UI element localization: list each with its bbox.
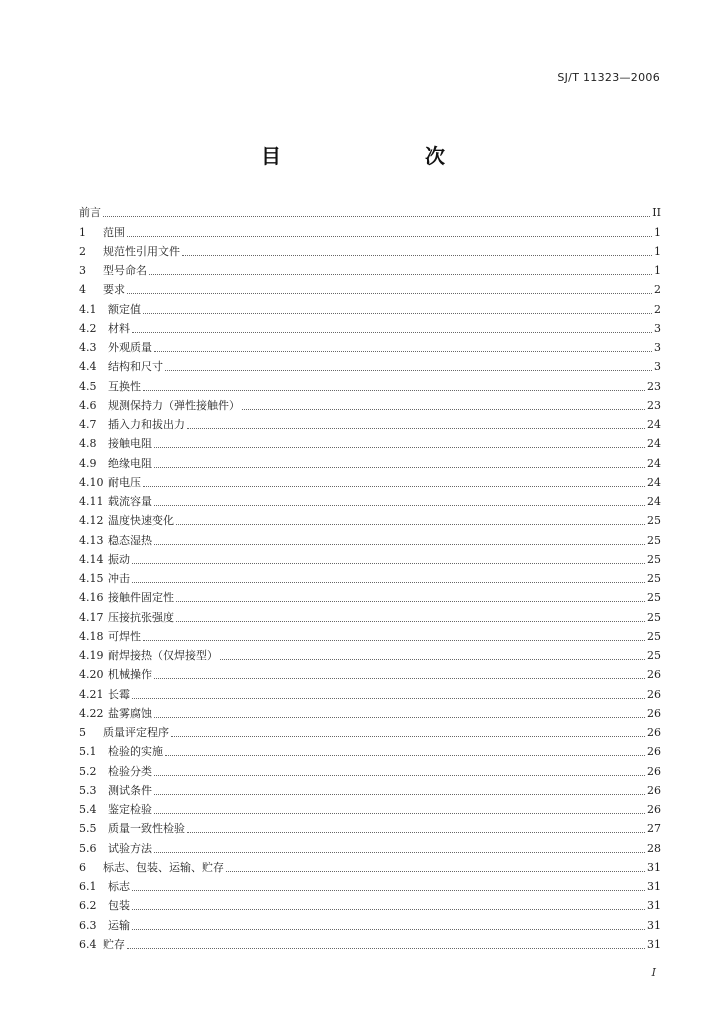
toc-entry[interactable]: [79, 354, 661, 373]
dot-leader: [154, 678, 645, 679]
toc-entry-page: 31: [647, 860, 661, 874]
toc-entry-number: 4.17: [79, 610, 104, 624]
toc-entry[interactable]: [79, 277, 661, 296]
toc-entry[interactable]: [79, 200, 661, 219]
toc-entry-label: 检验分类: [108, 764, 152, 778]
toc-entry-number: 6: [79, 860, 86, 874]
toc-entry[interactable]: [79, 489, 661, 508]
toc-entry-label: 额定值: [108, 302, 141, 316]
toc-entry-label: 载流容量: [108, 495, 152, 508]
toc-entry-label: 前言: [79, 206, 101, 220]
toc-entry[interactable]: [79, 585, 661, 604]
toc-entry-page: 25: [647, 610, 661, 624]
toc-entry[interactable]: [79, 431, 661, 450]
dot-leader: [187, 832, 645, 833]
toc-entry[interactable]: [79, 316, 661, 335]
toc-entry-number: 4.2: [79, 321, 97, 335]
toc-entry-label: 规测保持力（弹性接触件）: [108, 398, 240, 412]
dot-leader: [176, 524, 645, 525]
dot-leader: [132, 909, 645, 910]
dot-leader: [132, 332, 652, 333]
toc-entry[interactable]: [79, 701, 661, 720]
dot-leader: [149, 274, 652, 275]
toc-entry-page: 3: [654, 360, 661, 374]
toc-entry-number: 4.21: [79, 687, 104, 701]
toc-entry[interactable]: [79, 624, 661, 643]
toc-entry-number: 4.3: [79, 341, 97, 354]
toc-entry-page: 25: [647, 629, 661, 643]
toc-entry-number: 4.18: [79, 629, 104, 643]
toc-entry[interactable]: [79, 739, 661, 758]
dot-leader: [154, 467, 645, 468]
toc-entry-label: 机械操作: [108, 668, 152, 682]
toc-entry-page: 23: [647, 398, 661, 412]
toc-entry[interactable]: [79, 393, 661, 412]
toc-entry-page: 24: [647, 495, 661, 508]
toc-entry[interactable]: [79, 373, 661, 392]
dot-leader: [182, 255, 652, 256]
dot-leader: [132, 698, 645, 699]
toc-entry-number: 5.6: [79, 841, 97, 855]
toc-entry-page: 26: [647, 668, 661, 682]
toc-entry[interactable]: [79, 604, 661, 623]
toc-entry-number: 4.13: [79, 533, 104, 547]
toc-entry-label: 贮存: [103, 937, 125, 951]
toc-entry-label: 长霉: [108, 687, 130, 701]
toc-entry-label: 绝缘电阻: [108, 456, 152, 470]
toc-entry-page: 25: [647, 533, 661, 547]
toc-entry-label: 型号命名: [103, 264, 147, 277]
toc-entry-number: 4.19: [79, 649, 104, 662]
toc-entry-page: 26: [647, 783, 661, 797]
toc-entry-label: 耐电压: [108, 475, 141, 489]
toc-entry-number: 5.4: [79, 803, 97, 816]
toc-entry-page: 26: [647, 706, 661, 720]
toc-entry-label: 标志: [108, 880, 130, 893]
toc-entry-page: 27: [647, 822, 661, 836]
dot-leader: [143, 486, 645, 487]
toc-entry-label: 规范性引用文件: [103, 244, 180, 258]
toc-entry-number: 3: [79, 264, 86, 277]
toc-entry-label: 接触电阻: [108, 437, 152, 451]
dot-leader: [242, 409, 645, 410]
toc-entry-number: 4.1: [79, 302, 97, 316]
toc-entry-page: 25: [647, 514, 661, 528]
dot-leader: [165, 370, 652, 371]
dot-leader: [165, 755, 645, 756]
toc-entry-page: 28: [647, 841, 661, 855]
toc-entry-label: 材料: [108, 321, 130, 335]
toc-entry[interactable]: [79, 258, 661, 277]
toc-entry-number: 4.8: [79, 437, 97, 451]
toc-entry-label: 质量评定程序: [103, 726, 169, 739]
toc-entry[interactable]: [79, 893, 661, 912]
toc-entry-page: 24: [647, 418, 661, 431]
toc-entry-page: 1: [654, 244, 661, 258]
toc-entry-label: 运输: [108, 918, 130, 932]
dot-leader: [154, 505, 645, 506]
dot-leader: [132, 582, 645, 583]
toc-entry-label: 质量一致性检验: [108, 822, 185, 836]
toc-entry-number: 4.15: [79, 572, 104, 585]
toc-entry-number: 6.2: [79, 899, 97, 913]
toc-entry[interactable]: [79, 816, 661, 835]
toc-entry[interactable]: [79, 720, 661, 739]
dot-leader: [154, 717, 645, 718]
toc-entry-number: 5.3: [79, 783, 97, 797]
toc-entry-number: 4.11: [79, 495, 104, 508]
toc-entry-number: 6.1: [79, 880, 97, 893]
toc-entry-label: 测试条件: [108, 783, 152, 797]
toc-entry[interactable]: [79, 412, 661, 431]
toc-entry-label: 温度快速变化: [108, 514, 174, 528]
toc-entry[interactable]: [79, 662, 661, 681]
dot-leader: [220, 659, 645, 660]
toc-entry-label: 盐雾腐蚀: [108, 706, 152, 720]
toc-entry-label: 冲击: [108, 572, 130, 585]
toc-entry[interactable]: [79, 296, 661, 315]
toc-entry-number: 2: [79, 244, 86, 258]
toc-entry-number: 4.4: [79, 360, 97, 374]
toc-entry-number: 4.7: [79, 418, 97, 431]
toc-entry-page: 25: [647, 591, 661, 605]
toc-entry-label: 接触件固定性: [108, 591, 174, 605]
toc-entry-label: 外观质量: [108, 341, 152, 354]
dot-leader: [154, 852, 645, 853]
toc-entry[interactable]: [79, 239, 661, 258]
toc-entry-page: 26: [647, 745, 661, 759]
dot-leader: [154, 351, 652, 352]
toc-entry-page: 31: [647, 918, 661, 932]
toc-entry-page: 23: [647, 379, 661, 393]
dot-leader: [154, 794, 645, 795]
dot-leader: [132, 929, 645, 930]
toc-entry-page: 24: [647, 475, 661, 489]
toc-entry-number: 4.20: [79, 668, 104, 682]
dot-leader: [154, 544, 645, 545]
toc-entry[interactable]: [79, 508, 661, 527]
toc-entry[interactable]: [79, 797, 661, 816]
toc-entry-number: 4.14: [79, 552, 104, 566]
toc-entry-number: 5.1: [79, 745, 97, 759]
dot-leader: [127, 236, 652, 237]
toc-entry-number: 4.12: [79, 514, 104, 528]
table-of-contents: [79, 200, 661, 951]
toc-entry-label: 结构和尺寸: [108, 360, 163, 374]
toc-entry-page: 26: [647, 687, 661, 701]
toc-entry-number: 5.2: [79, 764, 97, 778]
dot-leader: [154, 775, 645, 776]
toc-entry[interactable]: [79, 835, 661, 854]
toc-entry-number: 4: [79, 283, 86, 297]
toc-entry-number: 1: [79, 225, 86, 239]
toc-entry-label: 振动: [108, 552, 130, 566]
toc-entry[interactable]: [79, 547, 661, 566]
toc-entry-page: II: [652, 206, 661, 220]
toc-entry-page: 1: [654, 264, 661, 277]
toc-entry-label: 互换性: [108, 379, 141, 393]
toc-entry-label: 稳态湿热: [108, 533, 152, 547]
toc-entry-number: 4.16: [79, 591, 104, 605]
dot-leader: [127, 293, 652, 294]
toc-entry[interactable]: [79, 470, 661, 489]
toc-entry-page: 2: [654, 283, 661, 297]
toc-entry[interactable]: [79, 219, 661, 238]
dot-leader: [143, 640, 645, 641]
page-title: 目 次: [261, 144, 507, 168]
dot-leader: [127, 948, 645, 949]
toc-entry-number: 4.5: [79, 379, 97, 393]
toc-entry-label: 可焊性: [108, 629, 141, 643]
toc-entry-label: 耐焊接热（仅焊接型）: [108, 649, 218, 662]
toc-entry-page: 24: [647, 437, 661, 451]
toc-entry-label: 压接抗张强度: [108, 610, 174, 624]
toc-entry-page: 31: [647, 880, 661, 893]
toc-entry-page: 26: [647, 803, 661, 816]
toc-entry-label: 范围: [103, 225, 125, 239]
toc-entry-number: 4.6: [79, 398, 97, 412]
toc-entry-label: 试验方法: [108, 841, 152, 855]
toc-entry-page: 25: [647, 649, 661, 662]
toc-entry-number: 4.22: [79, 706, 104, 720]
toc-entry[interactable]: [79, 450, 661, 469]
toc-entry-page: 26: [647, 764, 661, 778]
dot-leader: [176, 601, 645, 602]
toc-entry-number: 4.10: [79, 475, 104, 489]
standard-code: SJ/T 11323—2006: [557, 71, 660, 84]
toc-entry[interactable]: [79, 874, 661, 893]
toc-entry[interactable]: [79, 681, 661, 700]
toc-entry-page: 1: [654, 225, 661, 239]
toc-entry[interactable]: [79, 912, 661, 931]
toc-entry[interactable]: [79, 758, 661, 777]
toc-entry-number: 5.5: [79, 822, 97, 836]
toc-entry-page: 2: [654, 302, 661, 316]
toc-entry-page: 31: [647, 899, 661, 913]
toc-entry-label: 插入力和拔出力: [108, 418, 185, 431]
dot-leader: [171, 736, 645, 737]
dot-leader: [143, 313, 652, 314]
toc-entry-page: 26: [647, 726, 661, 739]
dot-leader: [176, 621, 645, 622]
toc-entry-page: 31: [647, 937, 661, 951]
dot-leader: [103, 216, 650, 217]
toc-entry[interactable]: [79, 932, 661, 951]
page-folio: I: [651, 966, 656, 979]
toc-entry[interactable]: [79, 527, 661, 546]
dot-leader: [154, 447, 645, 448]
toc-entry[interactable]: [79, 643, 661, 662]
dot-leader: [154, 813, 645, 814]
toc-entry-number: 6.3: [79, 918, 97, 932]
toc-entry[interactable]: [79, 335, 661, 354]
dot-leader: [132, 890, 645, 891]
toc-entry-number: 6.4: [79, 937, 97, 951]
dot-leader: [143, 390, 645, 391]
toc-entry-page: 3: [654, 341, 661, 354]
toc-entry-number: 4.9: [79, 456, 97, 470]
dot-leader: [132, 563, 645, 564]
dot-leader: [226, 871, 645, 872]
toc-entry-label: 检验的实施: [108, 745, 163, 759]
toc-entry-number: 5: [79, 726, 86, 739]
toc-entry[interactable]: [79, 778, 661, 797]
toc-entry-label: 鉴定检验: [108, 803, 152, 816]
toc-entry-page: 24: [647, 456, 661, 470]
toc-entry-page: 3: [654, 321, 661, 335]
toc-entry[interactable]: [79, 855, 661, 874]
toc-entry[interactable]: [79, 566, 661, 585]
dot-leader: [187, 428, 645, 429]
toc-entry-label: 包装: [108, 899, 130, 913]
toc-entry-page: 25: [647, 552, 661, 566]
toc-entry-label: 要求: [103, 283, 125, 297]
toc-entry-label: 标志、包装、运输、贮存: [103, 860, 224, 874]
toc-entry-page: 25: [647, 572, 661, 585]
